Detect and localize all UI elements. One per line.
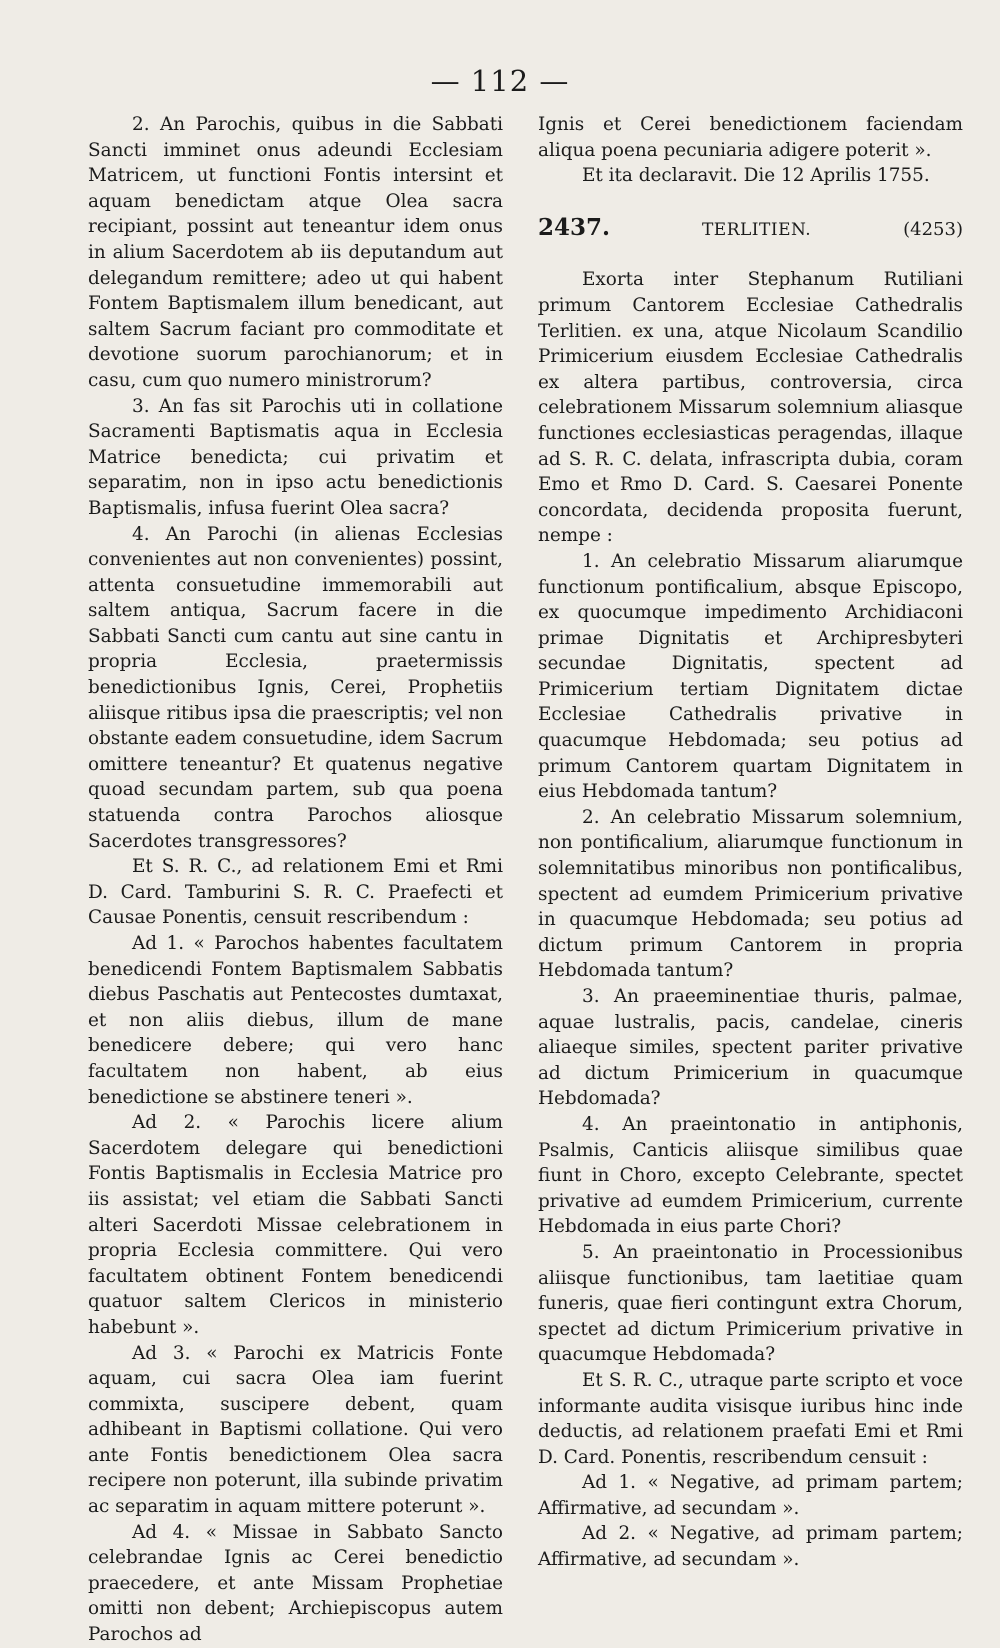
paragraph: Ad 1. « Negative, ad primam partem; Affirmative, ad secundam ». <box>538 1472 963 1519</box>
paragraph: 2. An Parochis, quibus in die Sabbati Sancti imminet onus adeundi Ecclesiam Matricem, ut functioni Fontis intersint et aquam benedictam atque Olea sacra recipiant, possint aut teneantur idem onus in alium Sacerdotem ab iis deputandum aut delegandum remittere; adeo ut qui habent Fontem Baptismalem illum benedicant, aut saltem Sacrum faciant pro commoditate et devotione suorum parochianorum; et in casu, cum quo numero ministrorum? <box>88 114 503 391</box>
page-number: — 112 — <box>430 64 570 98</box>
paragraph: 2. An celebratio Missarum solemnium, non pontificalium, aliarumque functionum in solemnitatibus minoribus non pontificalibus, spectent ad eumdem Primicerium privative in quacumque Hebdomada; seu potius ad dictum primum Cantorem in propria Hebdomada tantum? <box>538 806 963 982</box>
paragraph: Ad 4. « Missae in Sabbato Sancto celebrandae Ignis ac Cerei benedictio praecedere, et ante Missam Prophetiae omitti non debent; Archiepiscopus autem Parochos ad <box>88 1521 503 1646</box>
paragraph: 3. An praeeminentiae thuris, palmae, aquae lustralis, pacis, candelae, cineris aliaeque similes, spectent pariter privative ad dictum Primicerium in quacumque Hebdomada? <box>538 986 963 1110</box>
decree-heading <box>538 215 963 244</box>
paragraph: Exorta inter Stephanum Rutiliani primum Cantorem Ecclesiae Cathedralis Terlitien. ex una, atque Nicolaum Scandilio Primicerium eiusdem Ecclesiae Cathedralis ex altera partibus, controversia, circa celebrationem Missarum solemnium aliasque functiones ecclesiasticas peragendas, illaque ad S. R. C. delata, infrascripta dubia, coram Emo et Rmo D. Card. S. Caesarei Ponente concordata, decidenda proposita fuerunt, nempe : <box>538 269 963 547</box>
paragraph: Et S. R. C., utraque parte scripto et voce informante audita visisque iuribus hinc inde deductis, ad relationem praefati Emi et Rmi D. Card. Ponentis, rescribendum censuit : <box>538 1369 963 1468</box>
paragraph: 1. An celebratio Missarum aliarumque functionum pontificalium, absque Episcopo, ex quocumque impedimento Archidiaconi primae Dignitatis et Archipresbyteri secundae Dignitatis, spectent ad Primicerium tertiam Dignitatem dictae Ecclesiae Cathedralis privative in quacumque Hebdomada; seu potius ad primum Cantorem quartam Dignitatem in eius Hebdomada tantum? <box>538 550 963 803</box>
paragraph: 4. An praeintonatio in antiphonis, Psalmis, Canticis aliisque similibus quae fiunt in Choro, excepto Celebrante, spectet privative ad eumdem Primicerium, currente Hebdomada in eius parte Chori? <box>538 1113 963 1238</box>
declaration: Et ita declaravit. Die 12 Aprilis 1755. <box>582 165 930 187</box>
continuation-text: Ignis et Cerei benedictionem faciendam aliqua poena pecuniaria adigere poterit ». <box>538 114 963 161</box>
left-column <box>88 112 503 1648</box>
paragraph: 5. An praeintonatio in Processionibus aliisque functionibus, tam laetitiae quam funeris, quae fieri contingunt extra Chorum, spectet ad dictum Primicerium privative in quacumque Hebdomada? <box>538 1241 963 1366</box>
decree-reference: (4253) <box>903 218 963 240</box>
paragraph: Ad 1. « Parochos habentes facultatem benedicendi Fontem Baptismalem Sabbatis diebus Paschatis aut Pentecostes dumtaxat, et non aliis diebus, illum de mane benedicere debere; qui vero hanc facultatem non habent, ab eius benedictione se abstinere teneri ». <box>88 933 503 1108</box>
paragraph: 3. An fas sit Parochis uti in collatione Sacramenti Baptismatis aqua in Ecclesia Matrice benedicta; cui privatim et separatim, non in ipso actu benedictionis Baptismalis, infusa fuerint Olea sacra? <box>88 395 503 519</box>
paragraph: Et S. R. C., ad relationem Emi et Rmi D. Card. Tamburini S. R. C. Praefecti et Causae Ponentis, censuit rescribendum : <box>88 856 503 929</box>
paragraph: Ad 3. « Parochi ex Matricis Fonte aquam, cui sacra Olea iam fuerint commixta, suscipere debent, quam adhibeant in Baptismi collatione. Qui vero ante Fontis benedictionem Olea sacra recipere non poterunt, illa subinde privatim ac separatim in aquam mittere poterunt ». <box>88 1342 503 1518</box>
paragraph: Ad 2. « Negative, ad primam partem; Affirmative, ad secundam ». <box>538 1523 963 1571</box>
paragraph: 4. An Parochi (in alienas Ecclesias convenientes aut non convenientes) possint, attenta consuetudine immemorabili aut saltem antiqua, Sacrum facere in die Sabbati Sancti cum cantu aut sine cantu in propria Ecclesia, praetermissis benedictionibus Ignis, Cerei, Prophetiis aliisque ritibus ipsa die praescriptis; vel non obstante eadem consuetudine, idem Sacrum omittere teneantur? Et quatenus negative quoad secundam partem, sub qua poena statuenda contra Parochos aliosque Sacerdotes transgressores? <box>88 523 503 852</box>
decree-title: TERLITIEN. <box>701 219 812 240</box>
right-column <box>538 112 963 1573</box>
decree-number: 2437. <box>538 213 611 241</box>
paragraph: Ad 2. « Parochis licere alium Sacerdotem delegare qui benedictioni Fontis Baptismalis in Ecclesia Matrice pro iis assistat; vel etiam die Sabbati Sancti alteri Sacerdoti Missae celebrationem in propria Ecclesia committere. Qui vero facultatem obtinent Fontem benedicendi quatuor saltem Clericos in ministerio habebunt ». <box>88 1112 503 1338</box>
